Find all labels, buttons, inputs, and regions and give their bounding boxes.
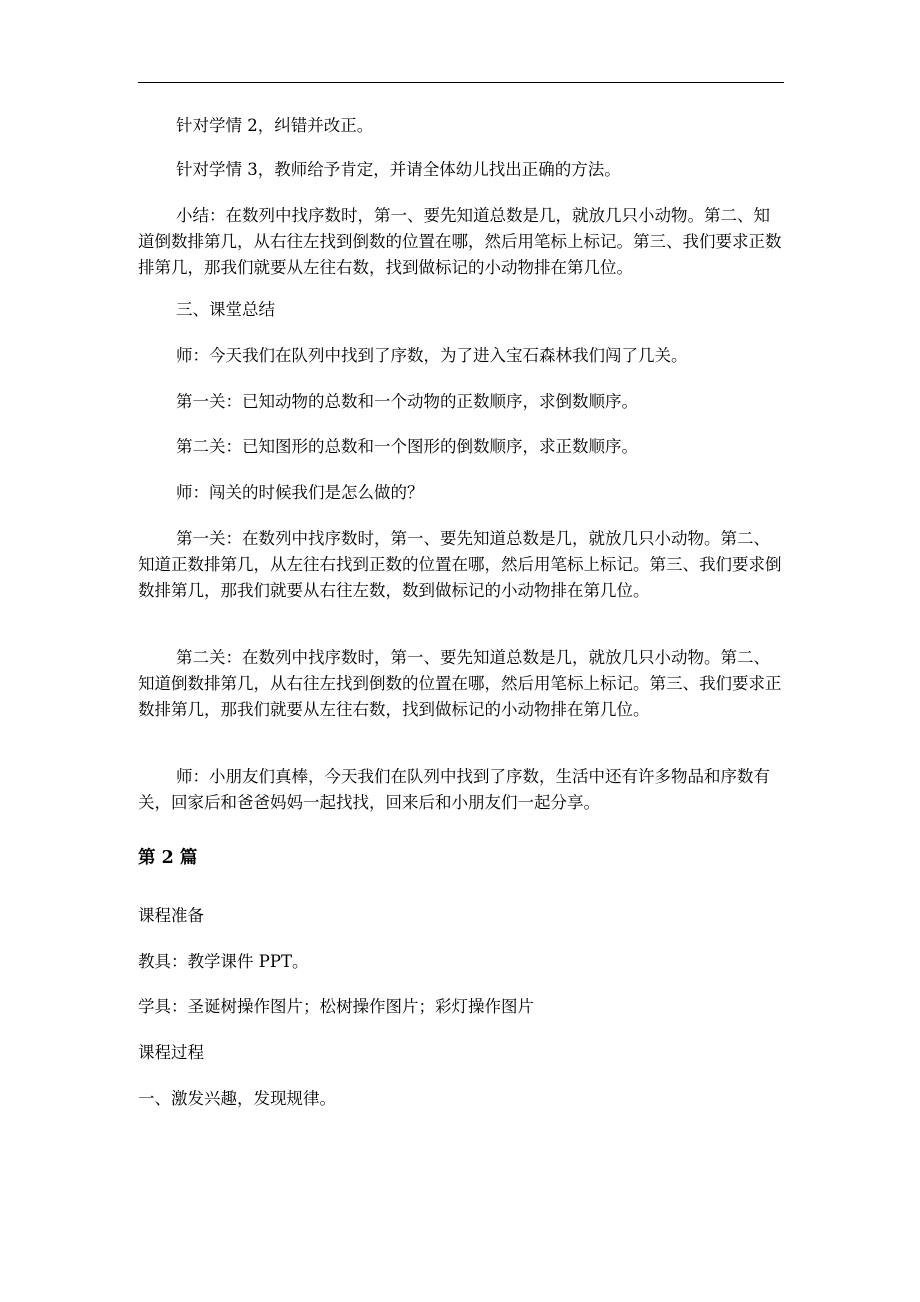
paragraph-level-1: 第一关：已知动物的总数和一个动物的正数顺序，求倒数顺序。: [176, 392, 638, 411]
section-heading-class-summary: 三、课堂总结: [176, 300, 275, 319]
paragraph-level-2-method: 第二关：在数列中找序数时，第一、要先知道总数是几，就放几只小动物。第二、知道倒数排第几，从右往左找到倒数的位置在哪，然后用笔标上标记。第三、我们要求正数排第几，那我们就要从左往右数，找到做标记的小动物排在第几位。: [138, 648, 782, 719]
line-learning-aids: 学具：圣诞树操作图片；松树操作图片；彩灯操作图片: [138, 997, 534, 1016]
paragraph-level-2: 第二关：已知图形的总数和一个图形的倒数顺序，求正数顺序。: [176, 437, 638, 456]
line-step-one: 一、激发兴趣，发现规律。: [138, 1089, 336, 1108]
paragraph-teacher-closing: 师：小朋友们真棒，今天我们在队列中找到了序数，生活中还有许多物品和序数有关，回家后和爸爸妈妈一起找找，回来后和小朋友们一起分享。: [138, 767, 770, 812]
line-course-preparation: 课程准备: [138, 906, 204, 925]
section-heading-part-2: 第 2 篇: [138, 848, 198, 868]
paragraph-situation-3: 针对学情 3，教师给予肯定，并请全体幼儿找出正确的方法。: [176, 160, 621, 179]
line-teaching-aids: 教具：教学课件 PPT。: [138, 952, 309, 971]
paragraph-level-1-method: 第一关：在数列中找序数时，第一、要先知道总数是几，就放几只小动物。第二、知道正数排第几，从左往右找到正数的位置在哪，然后用笔标上标记。第三、我们要求倒数排第几，那我们就要从右往左数，数到做标记的小动物排在第几位。: [138, 529, 782, 600]
paragraph-teacher-intro: 师：今天我们在队列中找到了序数，为了进入宝石森林我们闯了几关。: [176, 346, 688, 365]
paragraph-situation-2: 针对学情 2，纠错并改正。: [176, 116, 374, 135]
line-course-process: 课程过程: [138, 1043, 204, 1062]
header-rule: [138, 82, 784, 83]
paragraph-teacher-question: 师：闯关的时候我们是怎么做的？: [176, 483, 424, 502]
paragraph-summary: 小结：在数列中找序数时，第一、要先知道总数是几，就放几只小动物。第二、知道倒数排第几，从右往左找到倒数的位置在哪，然后用笔标上标记。第三、我们要求正数排第几，那我们就要从左往右数，找到做标记的小动物排在第几位。: [138, 206, 782, 277]
